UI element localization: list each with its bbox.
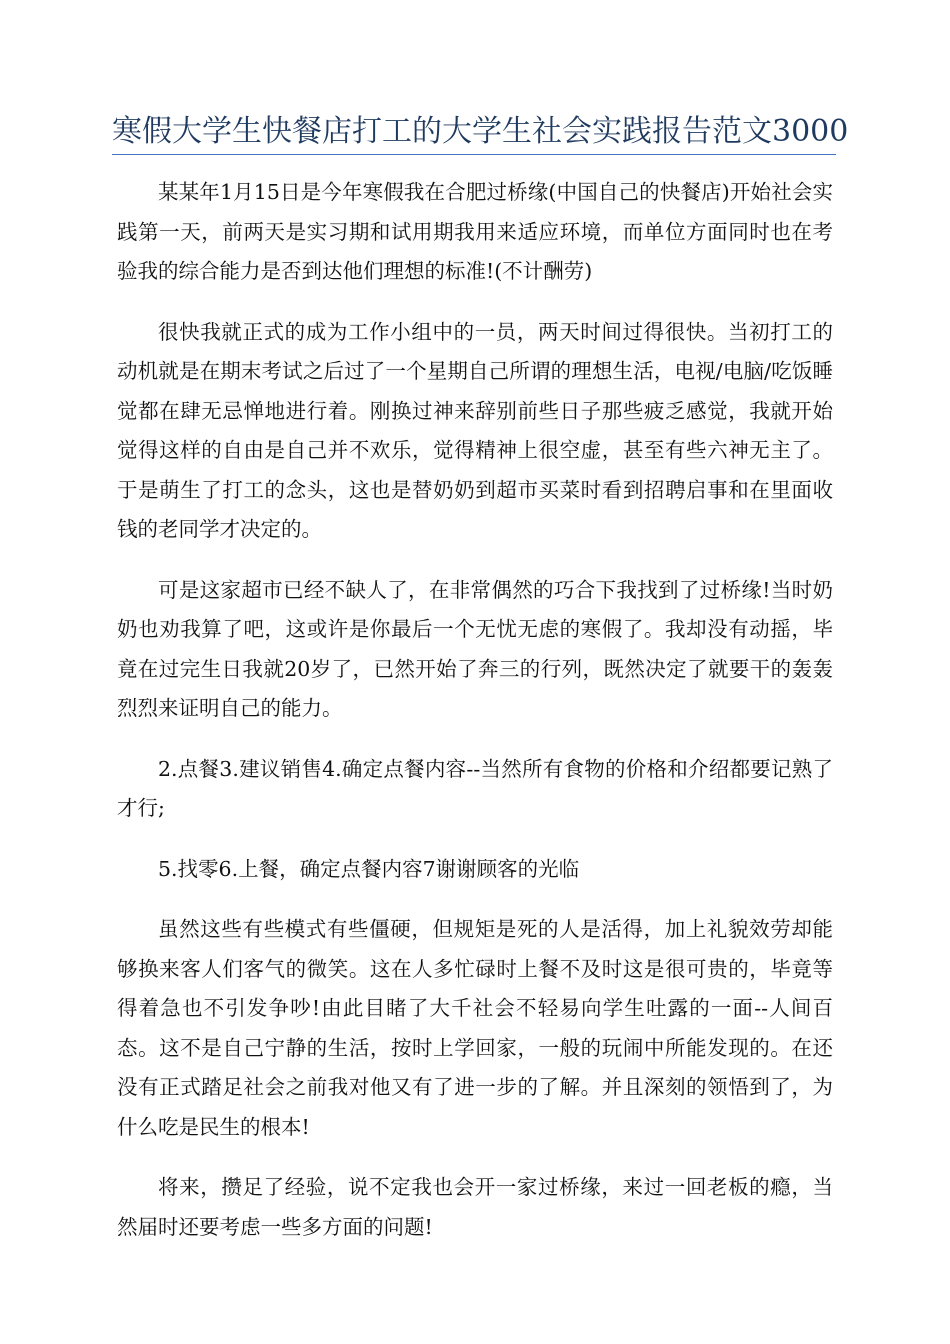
document-body (117, 173, 833, 1268)
paragraph-7: 将来，攒足了经验，说不定我也会开一家过桥缘，来过一回老板的瘾，当然届时还要考虑一些多方面的问题! (117, 1175, 833, 1239)
paragraph-6: 虽然这些有些模式有些僵硬，但规矩是死的人是活得，加上礼貌效劳却能够换来客人们客气的微笑。这在人多忙碌时上餐不及时这是很可贵的，毕竟等得着急也不引发争吵!由此目睹了大千社会不轻易向学生吐露的一面--人间百态。这不是自己宁静的生活，按时上学回家，一般的玩闹中所能发现的。在还没有正式踏足社会之前我对他又有了进一步的了解。并且深刻的领悟到了，为什么吃是民生的根本! (117, 917, 833, 1139)
document-title: 寒假大学生快餐店打工的大学生社会实践报告范文3000 (112, 114, 849, 149)
paragraph-4: 2.点餐3.建议销售4.确定点餐内容--当然所有食物的价格和介绍都要记熟了才行; (117, 756, 833, 820)
paragraph-2: 很快我就正式的成为工作小组中的一员，两天时间过得很快。当初打工的动机就是在期末考试之后过了一个星期自己所谓的理想生活，电视/电脑/吃饭睡觉都在肆无忌惮地进行着。刚换过神来辞别前些日子那些疲乏感觉，我就开始觉得这样的自由是自己并不欢乐，觉得精神上很空虚，甚至有些六神无主了。于是萌生了打工的念头，这也是替奶奶到超市买菜时看到招聘启事和在里面收钱的老同学才决定的。 (117, 319, 833, 541)
title-underline (112, 154, 836, 155)
paragraph-3: 可是这家超市已经不缺人了，在非常偶然的巧合下我找到了过桥缘!当时奶奶也劝我算了吧，这或许是你最后一个无忧无虑的寒假了。我却没有动摇，毕竟在过完生日我就20岁了，已然开始了奔三的行列，既然决定了就要干的轰轰烈烈来证明自己的能力。 (117, 577, 833, 720)
paragraph-1: 某某年1月15日是今年寒假我在合肥过桥缘(中国自己的快餐店)开始社会实践第一天，前两天是实习期和试用期我用来适应环境，而单位方面同时也在考验我的综合能力是否到达他们理想的标准!(不计酬劳) (117, 180, 833, 283)
paragraph-5: 5.找零6.上餐，确定点餐内容7谢谢顾客的光临 (158, 856, 580, 881)
